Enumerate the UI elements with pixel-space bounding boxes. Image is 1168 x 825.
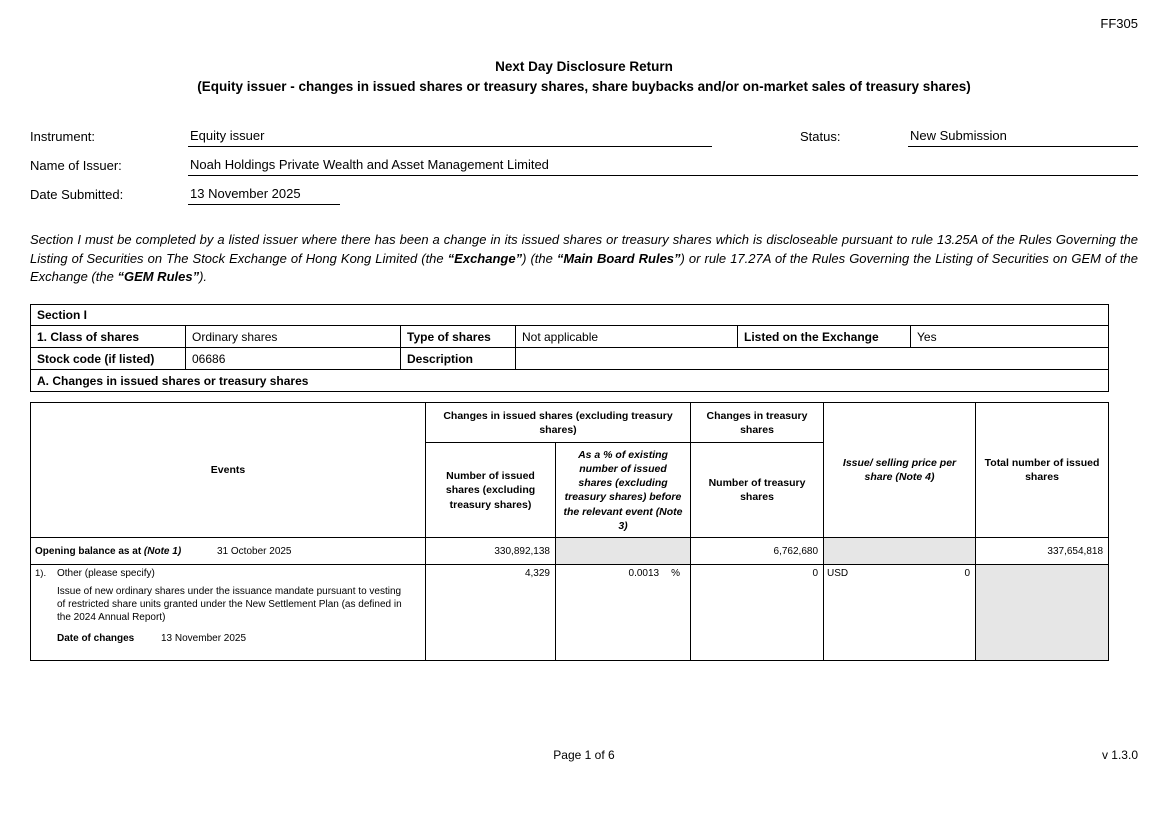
opening-balance-events-cell — [31, 538, 426, 565]
event-1-num-issued: 4,329 — [426, 565, 556, 661]
event-1-price-cell — [824, 565, 976, 661]
event-1-type: Other (please specify) — [57, 568, 155, 580]
description-value — [516, 348, 1109, 370]
instrument-label: Instrument: — [30, 129, 96, 145]
col-header-num-treasury: Number of treasury shares — [691, 443, 824, 538]
intro-bold-gem-rules: “GEM Rules” — [117, 269, 200, 285]
date-submitted-row — [30, 176, 1138, 205]
class-of-shares-row — [31, 326, 1109, 348]
table-header-row-1 — [31, 403, 1109, 443]
part-a-title: A. Changes in issued shares or treasury shares — [31, 370, 1109, 392]
intro-bold-main-board-rules: “Main Board Rules” — [556, 250, 681, 266]
issuer-label: Name of Issuer: — [30, 158, 122, 174]
event-1-date-label: Date of changes — [57, 633, 135, 645]
title-block — [30, 57, 1138, 96]
stock-code-label: Stock code (if listed) — [31, 348, 186, 370]
intro-text-4: ). — [199, 269, 208, 285]
col-header-num-issued: Number of issued shares (excluding treasury shares) — [426, 443, 556, 538]
opening-num-treasury: 6,762,680 — [691, 538, 824, 565]
issuer-row — [30, 147, 1138, 176]
opening-balance-row — [31, 538, 1109, 565]
class-of-shares-value: Ordinary shares — [186, 326, 401, 348]
intro-text-2: ) (the — [522, 250, 557, 266]
event-1-price-value: 0 — [964, 568, 971, 580]
event-1-pct-value: 0.0013 — [628, 568, 660, 580]
event-1-events-cell — [31, 565, 426, 661]
opening-price-cell-disabled — [824, 538, 976, 565]
type-of-shares-label: Type of shares — [401, 326, 516, 348]
stock-code-value: 06686 — [186, 348, 401, 370]
event-row-1 — [31, 565, 1109, 661]
intro-text-3: ) or rule 17.27A of the Rules Governing the Listing of Securities on GEM of the Exchange (the — [30, 250, 1138, 285]
col-header-changes-treasury: Changes in treasury shares — [691, 403, 824, 443]
event-1-date-value: 13 November 2025 — [161, 633, 247, 645]
event-1-index: 1). — [35, 568, 47, 580]
status-label: Status: — [800, 129, 841, 145]
date-submitted-value: 13 November 2025 — [188, 186, 340, 205]
event-1-pct-unit: % — [671, 568, 681, 580]
col-header-events: Events — [31, 403, 426, 538]
event-1-pct-cell — [556, 565, 691, 661]
opening-balance-label — [35, 546, 217, 557]
opening-balance-note: (Note 1) — [143, 545, 182, 557]
event-1-description: Issue of new ordinary shares under the issuance mandate pursuant to vesting of restricted share units granted under the New Settlement Plan (as defined in the 2024 Annual Report) — [57, 586, 402, 624]
part-a-row — [31, 370, 1109, 392]
page-footer — [30, 748, 1138, 762]
form-code: FF305 — [1100, 16, 1138, 31]
form-fields — [30, 118, 1138, 205]
col-header-pct: As a % of existing number of issued shares (excluding treasury shares) before the relevant event (Note 3) — [556, 443, 691, 538]
col-header-changes-issued: Changes in issued shares (excluding treasury shares) — [426, 403, 691, 443]
changes-table — [30, 402, 1109, 661]
intro-paragraph — [30, 231, 1138, 286]
intro-bold-exchange: “Exchange” — [447, 250, 523, 266]
instrument-value: Equity issuer — [188, 128, 712, 147]
version-label: v 1.3.0 — [1101, 748, 1138, 762]
section1-title-row — [31, 305, 1109, 326]
type-of-shares-value: Not applicable — [516, 326, 738, 348]
status-value: New Submission — [908, 128, 1138, 147]
opening-total: 337,654,818 — [976, 538, 1109, 565]
stock-code-row — [31, 348, 1109, 370]
issuer-value: Noah Holdings Private Wealth and Asset Management Limited — [188, 157, 1138, 176]
opening-balance-date: 31 October 2025 — [217, 545, 292, 557]
instrument-row — [30, 118, 1138, 147]
page-number: Page 1 of 6 — [553, 748, 615, 762]
event-1-currency: USD — [827, 568, 849, 580]
date-submitted-label: Date Submitted: — [30, 187, 124, 203]
col-header-total: Total number of issued shares — [976, 403, 1109, 538]
event-1-date-row — [57, 633, 421, 644]
page-title: Next Day Disclosure Return — [495, 59, 673, 74]
class-of-shares-label: 1. Class of shares — [31, 326, 186, 348]
event-1-total-cell-disabled — [976, 565, 1109, 661]
section1-table — [30, 304, 1109, 392]
listed-on-exchange-value: Yes — [911, 326, 1109, 348]
opening-pct-cell-disabled — [556, 538, 691, 565]
col-header-price: Issue/ selling price per share (Note 4) — [824, 403, 976, 538]
page-subtitle: (Equity issuer - changes in issued shares or treasury shares, share buybacks and/or on-market sales of treasury shares) — [197, 78, 971, 94]
listed-on-exchange-label: Listed on the Exchange — [738, 326, 911, 348]
description-label: Description — [401, 348, 516, 370]
opening-balance-label-text: Opening balance as at — [35, 545, 144, 557]
event-1-num-treasury: 0 — [691, 565, 824, 661]
intro-text-1: Section I must be completed by a listed issuer where there has been a change in its issued shares or treasury shares which is discloseable pursuant to rule 13.25A of the Rules Governing the Listing of Securities on The Stock Exchange of Hong Kong Limited (the — [30, 232, 1138, 266]
section1-title: Section I — [31, 305, 1109, 326]
opening-num-issued: 330,892,138 — [426, 538, 556, 565]
